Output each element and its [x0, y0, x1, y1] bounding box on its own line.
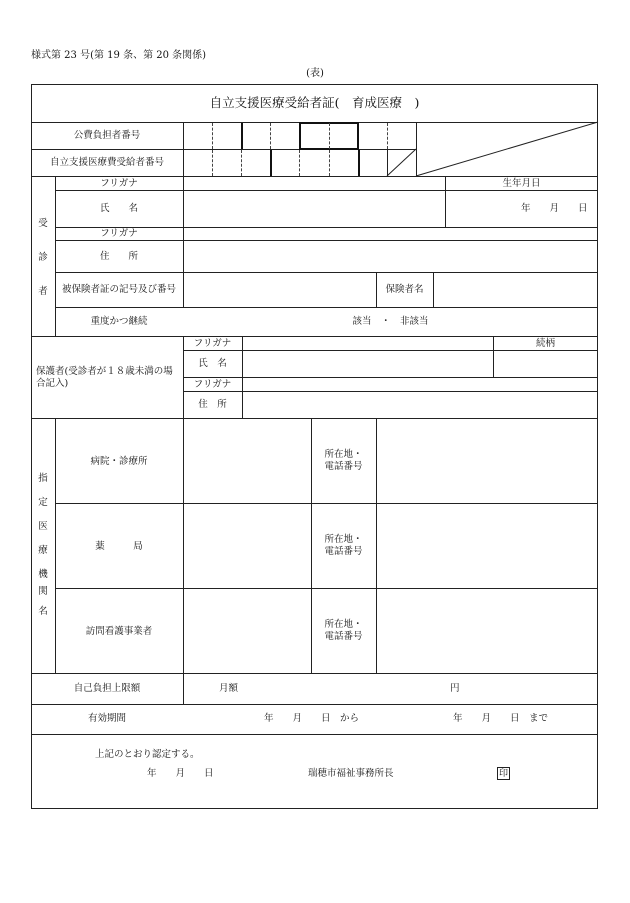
patient-address-label: 住 所: [99, 251, 138, 262]
pharmacy-location-phone-label: 所在地・ 電話番号: [324, 534, 363, 557]
guardian-address-furigana-label: フリガナ: [193, 379, 232, 390]
birth-date-field[interactable]: 年 月 日: [521, 203, 588, 214]
certificate-title: 自立支援医療受給者証( 育成医療 ): [209, 95, 420, 110]
insurer-label: 保険者名: [385, 284, 424, 295]
guardian-furigana-label: フリガナ: [193, 338, 232, 349]
institution-label-2: 定: [38, 497, 48, 508]
validity-label: 有効期間: [87, 713, 126, 724]
guardian-name-label: 氏 名: [198, 358, 227, 369]
yen-label: 円: [450, 683, 460, 694]
patient-name-label: 氏 名: [99, 203, 138, 214]
relation-label: 続柄: [535, 338, 555, 349]
nursing-label: 訪問看護事業者: [85, 626, 153, 637]
patient-label-1: 受: [38, 218, 48, 229]
institution-label-5: 機: [38, 569, 48, 580]
institution-label-4: 療: [38, 545, 48, 556]
institution-label-3: 医: [38, 521, 48, 532]
valid-from-field[interactable]: 年 月 日 から: [264, 713, 360, 724]
patient-address-furigana-label: フリガナ: [100, 228, 138, 239]
seal-mark: 印: [498, 769, 508, 779]
patient-furigana-label: フリガナ: [100, 178, 138, 189]
monthly-label: 月額: [219, 683, 239, 694]
issuer-name: 瑞穂市福祉事務所長: [308, 768, 394, 779]
guardian-label: 保護者(受診者が１８歳未満の場合記入): [36, 366, 173, 389]
severe-continuous-label: 重度かつ継続: [90, 316, 148, 327]
guardian-address-label: 住 所: [198, 399, 227, 410]
public-payer-number-label: 公費負担者番号: [73, 130, 141, 141]
hospital-label: 病院・診療所: [90, 456, 148, 467]
issue-date-field[interactable]: 年 月 日: [147, 768, 214, 779]
insurance-number-label: 被保険者証の記号及び番号: [61, 284, 176, 295]
patient-label-2: 診: [38, 252, 48, 263]
form-reference: 様式第 23 号(第 19 条、第 20 条関係): [31, 50, 207, 61]
valid-to-field[interactable]: 年 月 日 まで: [453, 713, 549, 724]
institution-label-6: 関: [38, 586, 48, 597]
front-side-label: (表): [306, 68, 324, 79]
institution-label-7: 名: [38, 606, 48, 617]
hospital-location-phone-label: 所在地・ 電話番号: [324, 449, 363, 472]
pharmacy-label: 薬 局: [95, 541, 143, 552]
birth-date-label: 生年月日: [502, 178, 541, 189]
patient-label-3: 者: [38, 286, 48, 297]
severe-options[interactable]: 該当 ・ 非該当: [352, 316, 429, 327]
copay-limit-label: 自己負担上限額: [73, 683, 141, 694]
certification-text: 上記のとおり認定する。: [95, 749, 200, 760]
nursing-location-phone-label: 所在地・ 電話番号: [324, 619, 363, 642]
recipient-number-label: 自立支援医療費受給者番号: [49, 157, 164, 168]
institution-label-1: 指: [38, 473, 48, 484]
